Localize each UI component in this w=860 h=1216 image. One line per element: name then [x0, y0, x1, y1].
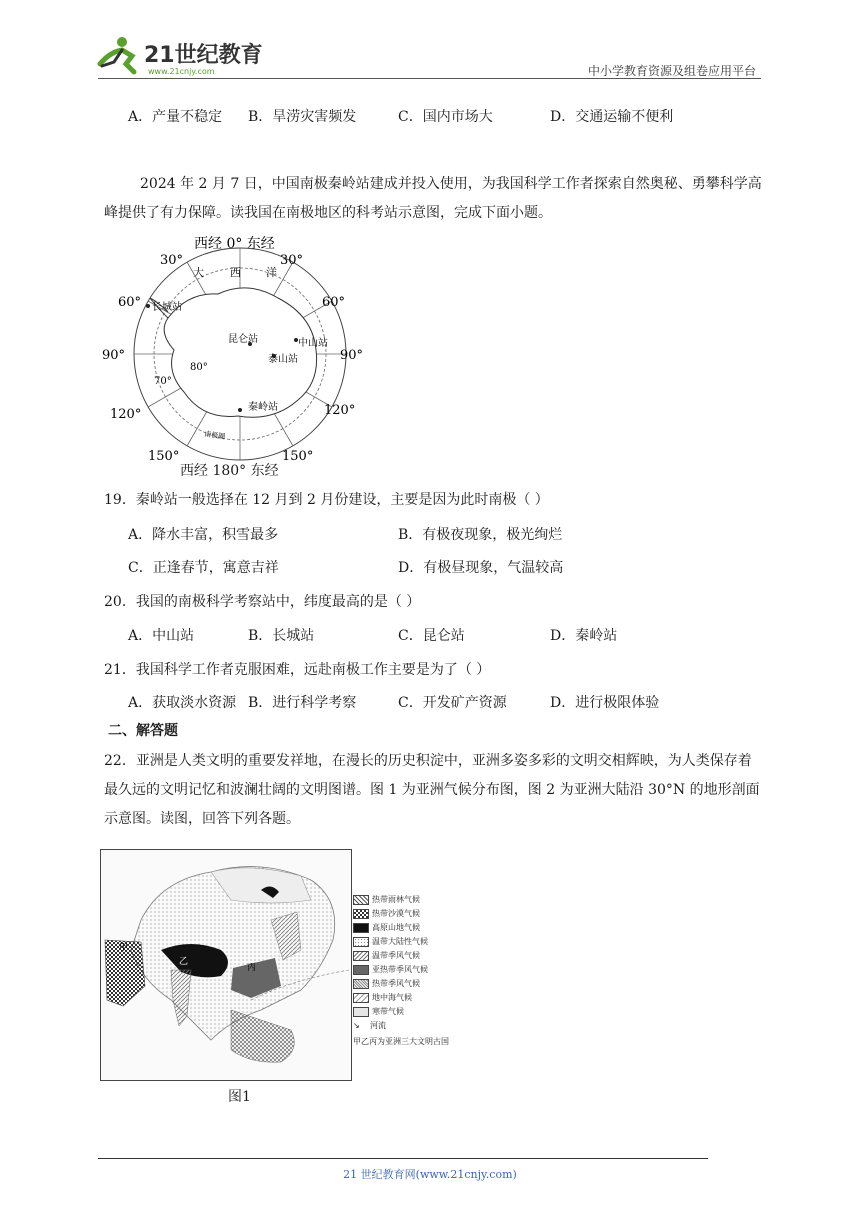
q19-option-c[interactable]: C．正逢春节，寓意吉祥: [128, 560, 279, 576]
svg-text:120°: 120°: [324, 403, 356, 418]
asia-climate-map: [100, 849, 352, 1081]
figure-caption: 图1: [228, 1089, 251, 1105]
antarctic-circle-label: 南极圈: [203, 430, 226, 441]
kunlun-label: 昆仑站: [228, 334, 258, 345]
q18-option-d[interactable]: D．交通运输不便利: [550, 109, 674, 125]
q21-stem: 21．我国科学工作者克服困难，远赴南极工作主要是为了（ ）: [104, 662, 491, 678]
changcheng-station-dot: [146, 304, 150, 308]
svg-text:150°: 150°: [148, 449, 180, 464]
river-icon: ↘: [353, 1021, 360, 1030]
q22-paragraph: 22．亚洲是人类文明的重要发祥地，在漫长的历史积淀中，亚洲多姿多彩的文明交相辉映，为人类保存着最久远的文明记忆和波澜壮阔的文明图谱。图 1 为亚洲气候分布图，图 2 为亚洲大陆沿 30°N 的地形剖面示意图。读图，回答下列各题。: [104, 753, 760, 827]
svg-text:90°: 90°: [340, 348, 364, 363]
q21-option-c[interactable]: C．开发矿产资源: [398, 695, 507, 711]
map-bottom-label: 西经 180° 东经: [180, 463, 279, 479]
q20-option-a[interactable]: A．中山站: [128, 628, 195, 644]
q18-option-a[interactable]: A．产量不稳定: [128, 109, 223, 125]
svg-text:150°: 150°: [282, 449, 314, 464]
q20-option-c[interactable]: C．昆仑站: [398, 628, 465, 644]
legend-item-river: ↘ 河流: [353, 1021, 386, 1030]
footer-text[interactable]: 21 世纪教育网(www.21cnjy.com): [343, 1168, 517, 1181]
legend-item-desert: 热带沙漠气候: [353, 908, 420, 919]
q19-option-d[interactable]: D．有极昼现象，气温较高: [398, 560, 564, 576]
header-divider: [98, 78, 761, 79]
q19-option-a[interactable]: A．降水丰富，积雪最多: [128, 527, 279, 543]
q20-option-d[interactable]: D．秦岭站: [550, 628, 618, 644]
changcheng-label: 长城站: [152, 302, 182, 313]
legend-item-temperate-monsoon: 温带季风气候: [353, 950, 420, 961]
q19-option-b[interactable]: B．有极夜现象，极光绚烂: [398, 527, 563, 543]
intro-paragraph: 2024 年 2 月 7 日，中国南极秦岭站建成并投入使用，为我国科学工作者探索自然奥秘、勇攀科学高峰提供了有力保障。读我国在南极地区的科考站示意图，完成下面小题。: [104, 176, 762, 221]
legend-item-highland: 高原山地气候: [353, 922, 420, 933]
svg-text:21世纪教育: 21世纪教育: [144, 43, 263, 68]
site-logo: [92, 34, 262, 78]
runner-logo-icon: [92, 34, 262, 78]
q21-option-d[interactable]: D．进行极限体验: [550, 695, 660, 711]
section-title: 二、解答题: [108, 723, 178, 739]
svg-text:西: 西: [230, 266, 241, 279]
legend-note: 甲乙丙为亚洲三大文明古国: [353, 1037, 449, 1046]
q20-option-b[interactable]: B．长城站: [248, 628, 315, 644]
svg-text:120°: 120°: [110, 407, 142, 422]
svg-text:90°: 90°: [102, 348, 126, 363]
svg-text:www.21cnjy.com: www.21cnjy.com: [148, 67, 215, 76]
q18-option-c[interactable]: C．国内市场大: [398, 109, 493, 125]
qinling-label: 秦岭站: [248, 402, 278, 413]
platform-name: 中小学教育资源及组卷应用平台: [587, 64, 756, 78]
q19-stem: 19．秦岭站一般选择在 12 月到 2 月份建设，主要是因为此时南极（ ）: [104, 492, 549, 508]
svg-text:60°: 60°: [118, 295, 142, 310]
legend-item-temperate-continental: 温带大陆性气候: [353, 936, 428, 947]
label-jia: 甲: [119, 943, 129, 953]
zhongshan-label: 中山站: [298, 338, 328, 349]
legend-item-mediterranean: 地中海气候: [353, 992, 412, 1003]
antarctic-stations-map: [102, 232, 368, 482]
qinling-station-dot: [238, 408, 242, 412]
asia-map-graphic: [101, 850, 351, 1080]
svg-text:30°: 30°: [160, 253, 184, 268]
svg-text:洋: 洋: [266, 266, 277, 279]
svg-text:80°: 80°: [190, 362, 208, 373]
svg-text:大: 大: [193, 266, 204, 279]
taishan-label: 泰山站: [268, 354, 298, 365]
legend-item-rainforest: 热带雨林气候: [353, 894, 420, 905]
map-top-label: 西经 0° 东经: [194, 236, 275, 252]
svg-text:60°: 60°: [322, 295, 346, 310]
svg-text:70°: 70°: [154, 376, 172, 387]
q21-option-b[interactable]: B．进行科学考察: [248, 695, 357, 711]
label-bing: 丙: [247, 963, 257, 973]
legend-item-polar: 寒带气候: [353, 1006, 404, 1017]
label-yi: 乙: [179, 957, 189, 967]
footer-divider: [98, 1158, 708, 1159]
q21-option-a[interactable]: A．获取淡水资源: [128, 695, 237, 711]
q18-option-b[interactable]: B．旱涝灾害频发: [248, 109, 357, 125]
legend-item-subtropical-monsoon: 亚热带季风气候: [353, 964, 428, 975]
legend-item-tropical-monsoon: 热带季风气候: [353, 978, 420, 989]
svg-text:30°: 30°: [280, 253, 304, 268]
q20-stem: 20．我国的南极科学考察站中，纬度最高的是（ ）: [104, 594, 421, 610]
